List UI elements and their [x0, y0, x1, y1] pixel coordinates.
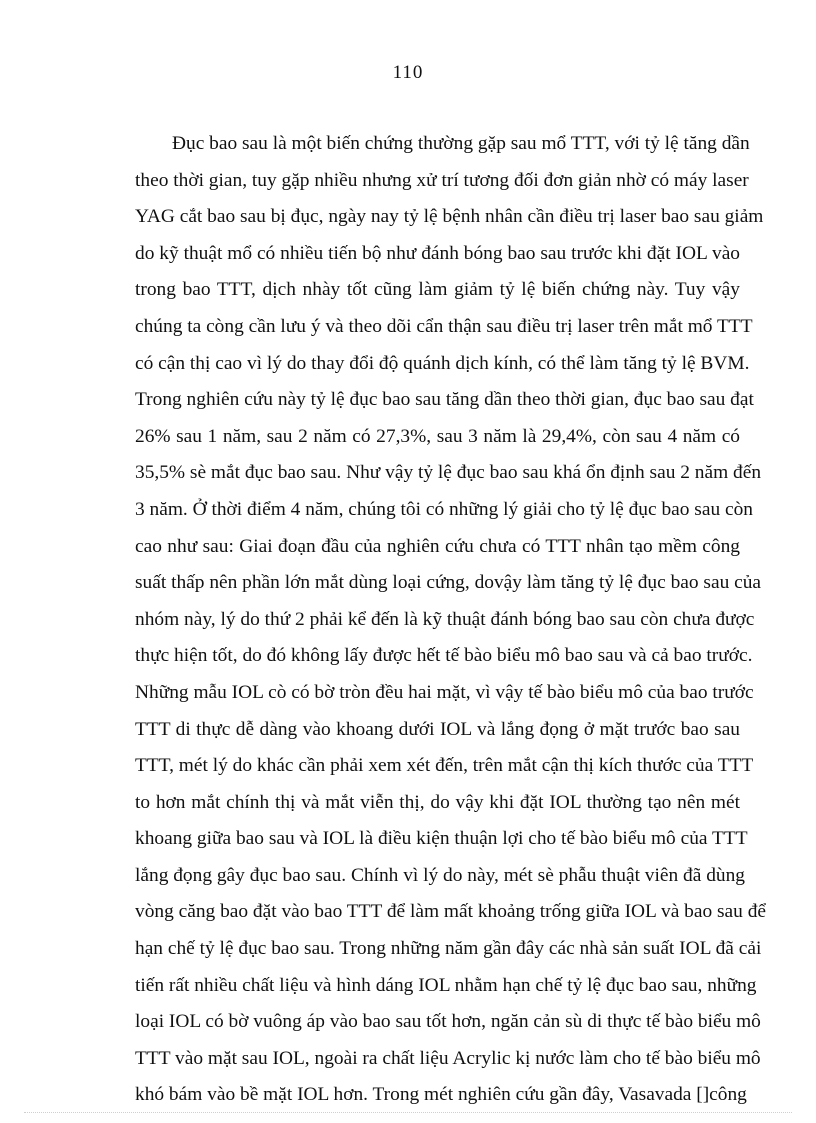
body-paragraph — [135, 126, 767, 1114]
paragraph-line: chúng ta còng cần lưu ý và theo dõi cẩn thận sau điều trị laser trên mắt mổ TTT — [135, 315, 753, 337]
paragraph-line: TTT, mét lý do khác cần phải xem xét đến, trên mắt cận thị kích thước của TTT — [135, 755, 754, 777]
paragraph-line: nhóm này, lý do thứ 2 phải kể đến là kỹ thuật đánh bóng bao sau còn chưa được — [135, 608, 755, 630]
paragraph-line: Đục bao sau là một biến chứng thường gặp sau mổ TTT, với tỷ lệ tăng dần — [172, 133, 750, 154]
paragraph-line: 3 năm. Ở thời điểm 4 năm, chúng tôi có những lý giải cho tỷ lệ đục bao sau còn — [135, 498, 753, 520]
paragraph-line: TTT vào mặt sau IOL, ngoài ra chất liệu Acrylic kị nước làm cho tế bào biểu mô — [135, 1047, 761, 1069]
paragraph-line: suất thấp nên phần lớn mắt dùng loại cứng, dovậy làm tăng tỷ lệ đục bao sau của — [135, 572, 762, 594]
paragraph-line: trong bao TTT, dịch nhày tốt cũng làm giảm tỷ lệ biến chứng này. Tuy vậy — [135, 279, 740, 301]
paragraph-line: hạn chế tỷ lệ đục bao sau. Trong những năm gần đây các nhà sản suất IOL đã cải — [135, 938, 762, 960]
paragraph-line: 26% sau 1 năm, sau 2 năm có 27,3%, sau 3 năm là 29,4%, còn sau 4 năm có — [135, 425, 740, 447]
paragraph-line: theo thời gian, tuy gặp nhiều nhưng xử trí tương đối đơn giản nhờ có máy laser — [135, 169, 749, 191]
paragraph-line: to hơn mắt chính thị và mắt viễn thị, do vậy khi đặt IOL thường tạo nên mét — [135, 791, 740, 813]
paragraph-line: YAG cắt bao sau bị đục, ngày nay tỷ lệ bệnh nhân cần điều trị laser bao sau giảm — [135, 206, 764, 228]
paragraph-line: loại IOL có bờ vuông áp vào bao sau tốt hơn, ngăn cản sù di thực tế bào biểu mô — [135, 1011, 761, 1033]
paragraph-line: 35,5% sè mắt đục bao sau. Như vậy tỷ lệ đục bao sau khá ổn định sau 2 năm đến — [135, 462, 762, 484]
paragraph-line: lắng đọng gây đục bao sau. Chính vì lý do này, mét sè phẫu thuật viên đã dùng — [135, 864, 745, 886]
paragraph-line: vòng căng bao đặt vào bao TTT để làm mất khoảng trống giữa IOL và bao sau để — [135, 901, 767, 923]
paragraph-line: Trong nghiên cứu này tỷ lệ đục bao sau tăng dần theo thời gian, đục bao sau đạt — [135, 389, 754, 411]
paragraph-line: khó bám vào bề mặt IOL hơn. Trong mét nghiên cứu gần đây, Vasavada []công — [135, 1084, 747, 1106]
paragraph-line: cao như sau: Giai đoạn đầu của nghiên cứu chưa có TTT nhân tạo mềm công — [135, 535, 740, 557]
page-bottom-divider — [24, 1112, 792, 1113]
paragraph-line: có cận thị cao vì lý do thay đổi độ quánh dịch kính, có thể làm tăng tỷ lệ BVM. — [135, 352, 750, 374]
page-number: 110 — [392, 62, 424, 83]
paragraph-line: tiến rất nhiều chất liệu và hình dáng IOL nhằm hạn chế tỷ lệ đục bao sau, những — [135, 974, 757, 996]
paragraph-line: Những mẫu IOL cò có bờ tròn đều hai mặt, vì vậy tế bào biểu mô của bao trước — [135, 681, 754, 703]
paragraph-line: khoang giữa bao sau và IOL là điều kiện thuận lợi cho tế bào biểu mô của TTT — [135, 828, 748, 850]
paragraph-line: thực hiện tốt, do đó không lấy được hết tế bào biểu mô bao sau và cả bao trước. — [135, 645, 753, 667]
paragraph-line: TTT di thực dễ dàng vào khoang dưới IOL và lắng đọng ở mặt trước bao sau — [135, 718, 740, 740]
paragraph-line: do kỹ thuật mổ có nhiều tiến bộ như đánh bóng bao sau trước khi đặt IOL vào — [135, 242, 740, 264]
